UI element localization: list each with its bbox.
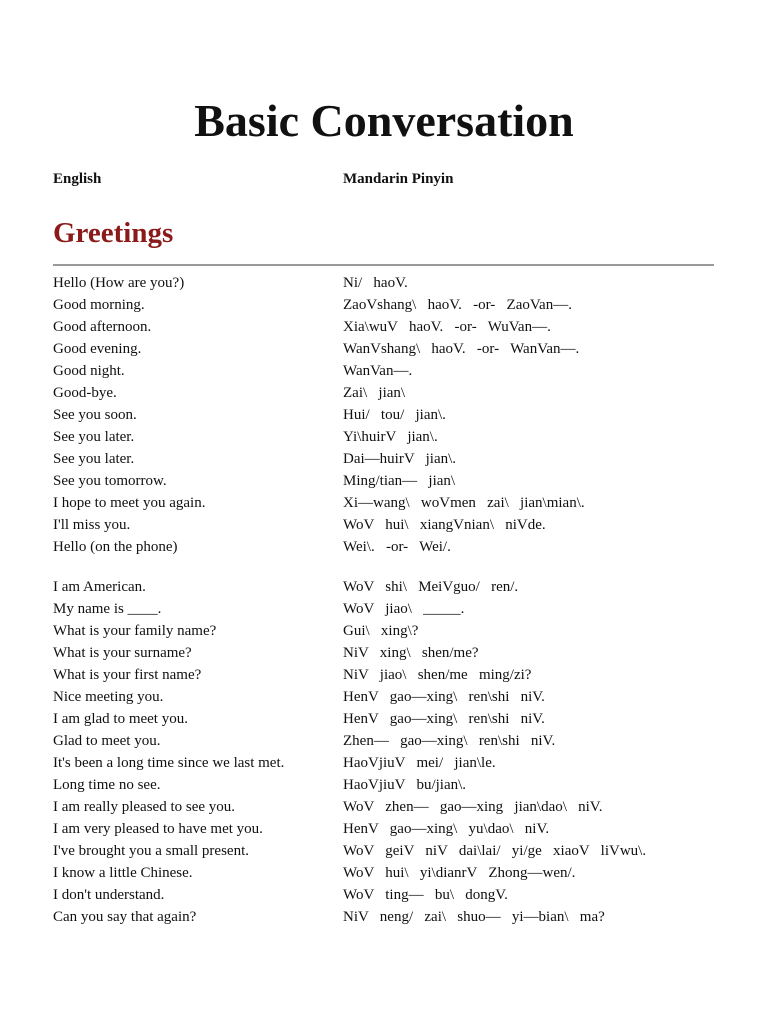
phrase-row [53,840,713,862]
english-phrase: I know a little Chinese. [53,865,193,881]
phrase-row [53,382,713,404]
phrase-row [53,360,713,382]
pinyin-phrase: HenV gao—xing\ ren\shi niV. [343,711,545,727]
pinyin-phrase: Yi\huirV jian\. [343,429,438,445]
english-phrase: Hello (How are you?) [53,275,185,291]
english-phrase: Good morning. [53,297,145,313]
phrase-list-greetings [53,272,713,558]
english-phrase: I am American. [53,579,146,595]
pinyin-phrase: WanVan—. [343,363,413,379]
pinyin-phrase: HaoVjiuV mei/ jian\le. [343,755,496,771]
phrase-row [53,514,713,536]
phrase-row [53,862,713,884]
pinyin-phrase: WanVshang\ haoV. -or- WanVan—. [343,341,580,357]
english-phrase: I've brought you a small present. [53,843,249,859]
phrase-row [53,316,713,338]
phrase-row [53,906,713,928]
phrase-row [53,470,713,492]
english-phrase: What is your surname? [53,645,192,661]
phrase-row [53,404,713,426]
english-phrase: What is your first name? [53,667,202,683]
english-phrase: I hope to meet you again. [53,495,206,511]
english-phrase: See you later. [53,429,135,445]
pinyin-phrase: WoV jiao\ _____. [343,601,465,617]
english-phrase: Good evening. [53,341,142,357]
phrase-row [53,598,713,620]
pinyin-phrase: Hui/ tou/ jian\. [343,407,446,423]
english-phrase: I don't understand. [53,887,165,903]
english-phrase: Long time no see. [53,777,161,793]
english-phrase: My name is ____. [53,601,162,617]
english-phrase: I am very pleased to have met you. [53,821,263,837]
phrase-row [53,338,713,360]
pinyin-phrase: Ming/tian— jian\ [343,473,456,489]
english-phrase: See you later. [53,451,135,467]
pinyin-phrase: Xia\wuV haoV. -or- WuVan—. [343,319,551,335]
phrase-row [53,492,713,514]
pinyin-phrase: NiV xing\ shen/me? [343,645,479,661]
pinyin-phrase: ZaoVshang\ haoV. -or- ZaoVan—. [343,297,572,313]
english-phrase: See you soon. [53,407,137,423]
english-phrase: I am really pleased to see you. [53,799,236,815]
pinyin-phrase: NiV neng/ zai\ shuo— yi—bian\ ma? [343,909,605,925]
phrase-row [53,884,713,906]
phrase-row [53,818,713,840]
pinyin-phrase: WoV hui\ xiangVnian\ niVde. [343,517,546,533]
phrase-row [53,426,713,448]
column-headers [53,171,713,193]
english-phrase: Good afternoon. [53,319,152,335]
pinyin-phrase: Wei\. -or- Wei/. [343,539,451,555]
phrase-row [53,448,713,470]
phrase-row [53,664,713,686]
pinyin-phrase: Zhen— gao—xing\ ren\shi niV. [343,733,556,749]
pinyin-phrase: WoV zhen— gao—xing jian\dao\ niV. [343,799,603,815]
phrase-row [53,576,713,598]
pinyin-phrase: WoV hui\ yi\dianrV Zhong—wen/. [343,865,576,881]
english-phrase: What is your family name? [53,623,217,639]
phrase-row [53,642,713,664]
pinyin-phrase: WoV ting— bu\ dongV. [343,887,508,903]
phrase-row [53,686,713,708]
pinyin-phrase: HenV gao—xing\ ren\shi niV. [343,689,545,705]
pinyin-phrase: HaoVjiuV bu/jian\. [343,777,467,793]
phrase-row [53,272,713,294]
pinyin-phrase: Xi—wang\ woVmen zai\ jian\mian\. [343,495,585,511]
phrase-list-introductions [53,576,713,928]
phrase-row [53,620,713,642]
column-header-english: English [53,171,102,187]
english-phrase: I am glad to meet you. [53,711,188,727]
section-heading: Greetings [53,217,174,249]
phrase-row [53,536,713,558]
phrase-row [53,730,713,752]
section-divider [53,264,714,266]
english-phrase: Can you say that again? [53,909,197,925]
phrase-row [53,294,713,316]
english-phrase: Glad to meet you. [53,733,161,749]
pinyin-phrase: WoV shi\ MeiVguo/ ren/. [343,579,519,595]
english-phrase: I'll miss you. [53,517,131,533]
column-header-pinyin: Mandarin Pinyin [343,171,454,187]
phrase-row [53,774,713,796]
phrase-row [53,708,713,730]
english-phrase: Good-bye. [53,385,117,401]
pinyin-phrase: NiV jiao\ shen/me ming/zi? [343,667,532,683]
english-phrase: See you tomorrow. [53,473,167,489]
pinyin-phrase: Ni/ haoV. [343,275,408,291]
english-phrase: Hello (on the phone) [53,539,178,555]
phrase-row [53,752,713,774]
pinyin-phrase: HenV gao—xing\ yu\dao\ niV. [343,821,550,837]
english-phrase: It's been a long time since we last met. [53,755,285,771]
pinyin-phrase: WoV geiV niV dai\lai/ yi/ge xiaoV liVwu\. [343,843,647,859]
english-phrase: Nice meeting you. [53,689,164,705]
pinyin-phrase: Dai—huirV jian\. [343,451,457,467]
pinyin-phrase: Zai\ jian\ [343,385,406,401]
phrase-row [53,796,713,818]
pinyin-phrase: Gui\ xing\? [343,623,419,639]
english-phrase: Good night. [53,363,125,379]
page-title: Basic Conversation [194,95,574,146]
